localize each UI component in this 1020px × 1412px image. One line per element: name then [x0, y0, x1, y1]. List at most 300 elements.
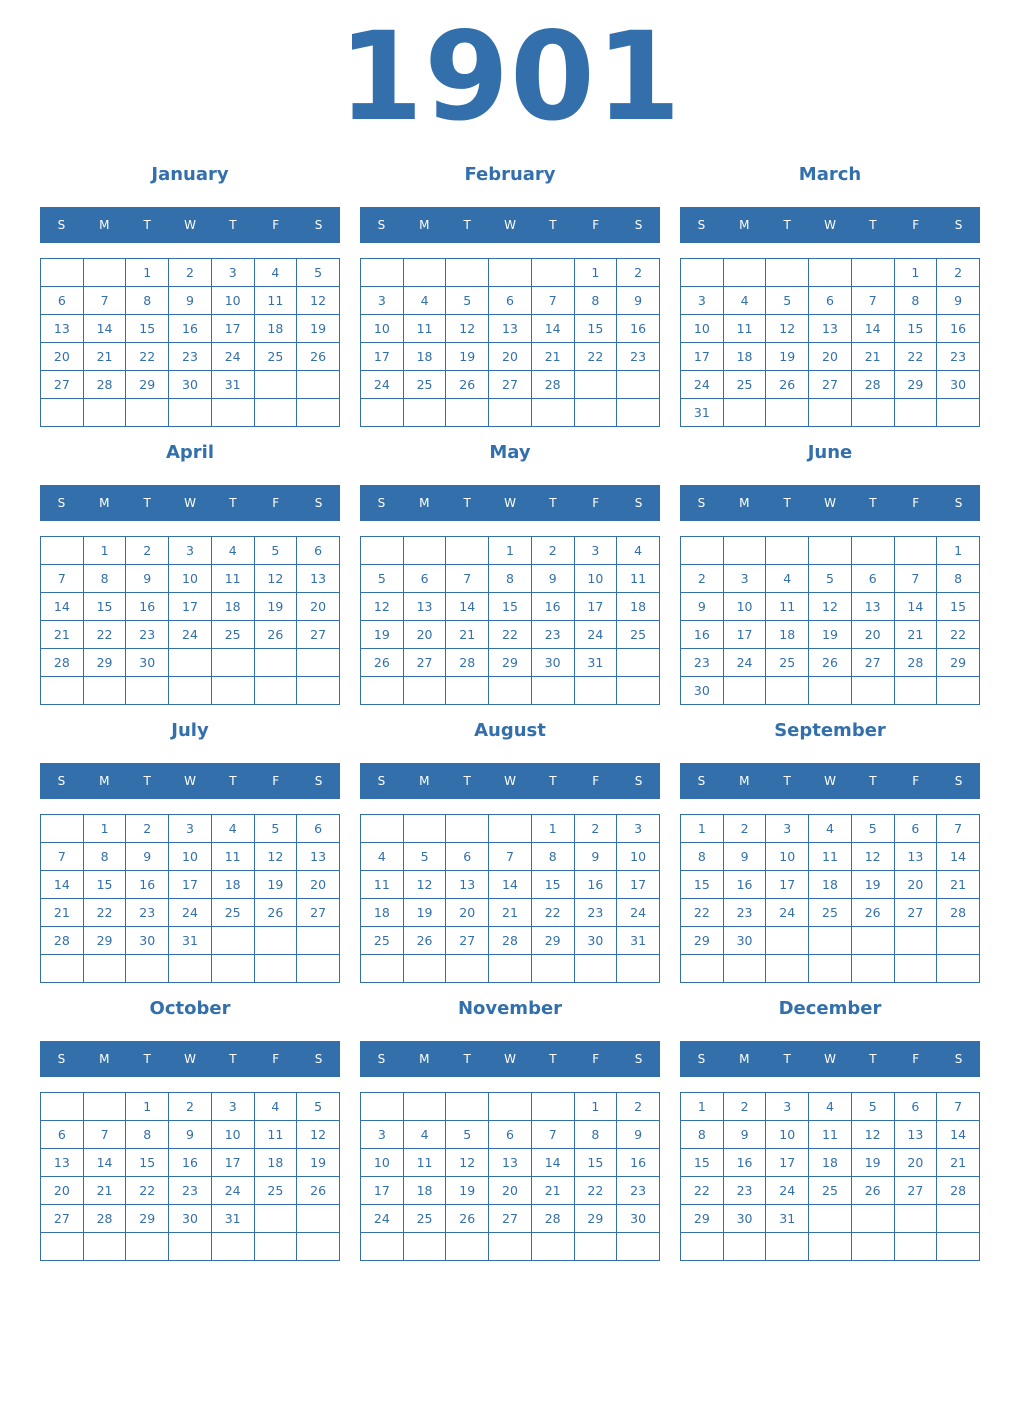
days-table	[40, 814, 340, 983]
weekday-label: S	[314, 774, 323, 788]
day-cell: 22	[489, 621, 532, 649]
day-cell: 3	[766, 815, 809, 843]
day-cell: 7	[937, 815, 980, 843]
day-cell: 4	[809, 815, 852, 843]
day-cell: 21	[851, 343, 894, 371]
week-row	[41, 871, 340, 899]
day-cell	[937, 1233, 980, 1261]
day-cell	[211, 399, 254, 427]
day-cell: 30	[126, 649, 169, 677]
day-cell	[403, 537, 446, 565]
day-cell: 11	[766, 593, 809, 621]
day-cell: 6	[894, 1093, 937, 1121]
week-row	[361, 1233, 660, 1261]
day-cell	[169, 649, 212, 677]
day-cell: 10	[681, 315, 724, 343]
week-row	[41, 621, 340, 649]
weekday-label: F	[592, 496, 600, 510]
day-cell: 12	[297, 1121, 340, 1149]
weekday-label: M	[99, 1052, 110, 1066]
day-cell: 5	[254, 537, 297, 565]
day-cell: 22	[894, 343, 937, 371]
day-cell: 25	[254, 1177, 297, 1205]
day-cell	[83, 677, 126, 705]
day-cell	[489, 399, 532, 427]
day-cell	[83, 1233, 126, 1261]
day-cell: 20	[41, 1177, 84, 1205]
weekday-label: T	[549, 218, 557, 232]
day-cell	[169, 399, 212, 427]
week-row	[681, 899, 980, 927]
day-cell: 17	[361, 1177, 404, 1205]
week-row	[681, 1121, 980, 1149]
day-cell: 10	[361, 315, 404, 343]
day-cell: 14	[489, 871, 532, 899]
day-cell: 8	[489, 565, 532, 593]
day-cell	[446, 955, 489, 983]
day-cell: 1	[489, 537, 532, 565]
weekday-header	[680, 485, 980, 521]
day-cell	[41, 815, 84, 843]
day-cell: 21	[531, 343, 574, 371]
day-cell: 19	[297, 315, 340, 343]
day-cell: 23	[531, 621, 574, 649]
weekday-label: T	[143, 774, 151, 788]
day-cell	[126, 1233, 169, 1261]
day-cell	[41, 1233, 84, 1261]
day-cell	[617, 371, 660, 399]
days-table	[680, 536, 980, 705]
week-row	[681, 1093, 980, 1121]
day-cell: 2	[531, 537, 574, 565]
weekday-label: M	[739, 774, 750, 788]
day-cell: 4	[766, 565, 809, 593]
day-cell: 17	[617, 871, 660, 899]
day-cell: 11	[403, 1149, 446, 1177]
day-cell: 14	[937, 1121, 980, 1149]
weekday-label: W	[184, 1052, 196, 1066]
day-cell: 19	[446, 1177, 489, 1205]
weekday-label: W	[504, 496, 516, 510]
day-cell: 27	[446, 927, 489, 955]
weekday-label: T	[549, 496, 557, 510]
week-row	[681, 955, 980, 983]
week-row	[41, 287, 340, 315]
day-cell	[489, 815, 532, 843]
day-cell: 22	[126, 343, 169, 371]
weekday-label: S	[697, 218, 706, 232]
days-table	[680, 258, 980, 427]
day-cell: 22	[574, 1177, 617, 1205]
day-cell: 17	[766, 1149, 809, 1177]
weekday-label: S	[314, 218, 323, 232]
day-cell: 21	[41, 899, 84, 927]
month-name: March	[798, 164, 862, 185]
day-cell	[489, 677, 532, 705]
day-cell	[361, 677, 404, 705]
day-cell: 20	[41, 343, 84, 371]
day-cell: 25	[617, 621, 660, 649]
day-cell	[83, 955, 126, 983]
month-july	[40, 714, 340, 948]
day-cell: 26	[297, 343, 340, 371]
day-cell	[254, 1233, 297, 1261]
day-cell: 20	[489, 343, 532, 371]
day-cell	[169, 955, 212, 983]
day-cell: 8	[126, 1121, 169, 1149]
day-cell	[361, 815, 404, 843]
day-cell: 25	[361, 927, 404, 955]
day-cell: 26	[851, 899, 894, 927]
day-cell: 8	[574, 287, 617, 315]
day-cell: 10	[723, 593, 766, 621]
day-cell: 17	[169, 871, 212, 899]
day-cell	[809, 677, 852, 705]
day-cell: 21	[446, 621, 489, 649]
weekday-header	[40, 1041, 340, 1077]
day-cell	[254, 1205, 297, 1233]
day-cell: 15	[531, 871, 574, 899]
weekday-label: T	[869, 496, 877, 510]
day-cell	[446, 259, 489, 287]
day-cell: 1	[531, 815, 574, 843]
day-cell	[403, 955, 446, 983]
day-cell: 5	[361, 565, 404, 593]
day-cell: 13	[41, 1149, 84, 1177]
day-cell: 3	[574, 537, 617, 565]
week-row	[681, 927, 980, 955]
day-cell: 26	[254, 899, 297, 927]
day-cell: 31	[681, 399, 724, 427]
day-cell: 14	[446, 593, 489, 621]
day-cell: 28	[83, 1205, 126, 1233]
day-cell: 3	[169, 537, 212, 565]
day-cell	[574, 399, 617, 427]
weekday-label: T	[783, 496, 791, 510]
day-cell: 17	[211, 1149, 254, 1177]
week-row	[361, 927, 660, 955]
day-cell: 19	[297, 1149, 340, 1177]
day-cell	[169, 1233, 212, 1261]
day-cell: 9	[574, 843, 617, 871]
month-april	[40, 436, 340, 670]
day-cell: 20	[297, 593, 340, 621]
day-cell	[403, 677, 446, 705]
day-cell: 9	[681, 593, 724, 621]
week-row	[681, 537, 980, 565]
day-cell	[403, 399, 446, 427]
weekday-label: S	[954, 218, 963, 232]
day-cell: 21	[894, 621, 937, 649]
day-cell: 28	[894, 649, 937, 677]
day-cell: 21	[531, 1177, 574, 1205]
week-row	[681, 1205, 980, 1233]
day-cell: 12	[361, 593, 404, 621]
day-cell	[809, 1205, 852, 1233]
week-row	[681, 287, 980, 315]
day-cell: 15	[83, 871, 126, 899]
days-table	[360, 814, 660, 983]
day-cell: 7	[937, 1093, 980, 1121]
day-cell: 9	[617, 1121, 660, 1149]
month-name: February	[464, 164, 556, 185]
day-cell: 6	[489, 1121, 532, 1149]
day-cell: 12	[297, 287, 340, 315]
day-cell: 18	[617, 593, 660, 621]
day-cell	[403, 1093, 446, 1121]
day-cell	[766, 537, 809, 565]
week-row	[361, 1093, 660, 1121]
day-cell: 24	[169, 621, 212, 649]
day-cell	[723, 537, 766, 565]
day-cell: 28	[531, 1205, 574, 1233]
month-december	[680, 992, 980, 1226]
day-cell: 15	[83, 593, 126, 621]
weekday-label: S	[57, 496, 66, 510]
days-table	[680, 814, 980, 983]
weekday-label: T	[229, 218, 237, 232]
day-cell: 20	[894, 871, 937, 899]
weekday-label: T	[783, 1052, 791, 1066]
week-row	[681, 371, 980, 399]
day-cell: 23	[723, 1177, 766, 1205]
day-cell: 26	[297, 1177, 340, 1205]
month-january	[40, 158, 340, 392]
week-row	[361, 649, 660, 677]
day-cell: 9	[617, 287, 660, 315]
day-cell: 16	[126, 593, 169, 621]
day-cell: 1	[83, 815, 126, 843]
week-row	[681, 1177, 980, 1205]
day-cell: 4	[211, 537, 254, 565]
week-row	[41, 815, 340, 843]
day-cell: 15	[681, 1149, 724, 1177]
day-cell: 15	[126, 1149, 169, 1177]
day-cell: 24	[574, 621, 617, 649]
day-cell: 6	[809, 287, 852, 315]
day-cell	[126, 677, 169, 705]
day-cell	[41, 955, 84, 983]
day-cell	[937, 677, 980, 705]
day-cell: 28	[937, 1177, 980, 1205]
day-cell: 15	[126, 315, 169, 343]
day-cell: 18	[723, 343, 766, 371]
week-row	[41, 1093, 340, 1121]
weekday-header	[680, 763, 980, 799]
month-name: June	[807, 442, 853, 463]
day-cell: 23	[169, 1177, 212, 1205]
day-cell: 29	[937, 649, 980, 677]
day-cell	[446, 399, 489, 427]
month-name: July	[171, 720, 209, 741]
day-cell: 17	[169, 593, 212, 621]
day-cell	[723, 677, 766, 705]
weekday-label: W	[824, 496, 836, 510]
day-cell: 27	[489, 1205, 532, 1233]
day-cell	[297, 371, 340, 399]
day-cell: 11	[617, 565, 660, 593]
day-cell	[766, 399, 809, 427]
weekday-label: F	[912, 496, 920, 510]
day-cell: 16	[574, 871, 617, 899]
day-cell: 18	[254, 1149, 297, 1177]
day-cell: 6	[489, 287, 532, 315]
week-row	[681, 343, 980, 371]
day-cell: 3	[169, 815, 212, 843]
day-cell: 12	[766, 315, 809, 343]
day-cell	[531, 259, 574, 287]
week-row	[361, 315, 660, 343]
day-cell	[766, 1233, 809, 1261]
day-cell: 14	[41, 871, 84, 899]
month-name: December	[778, 998, 882, 1019]
day-cell: 29	[126, 371, 169, 399]
day-cell: 28	[41, 927, 84, 955]
day-cell: 18	[403, 1177, 446, 1205]
day-cell: 20	[403, 621, 446, 649]
week-row	[361, 343, 660, 371]
day-cell: 21	[41, 621, 84, 649]
day-cell: 4	[403, 287, 446, 315]
day-cell	[254, 927, 297, 955]
day-cell: 26	[254, 621, 297, 649]
day-cell: 20	[894, 1149, 937, 1177]
day-cell: 21	[489, 899, 532, 927]
weekday-label: T	[463, 1052, 471, 1066]
month-november	[360, 992, 660, 1226]
day-cell: 27	[489, 371, 532, 399]
weekday-label: T	[463, 218, 471, 232]
day-cell	[211, 677, 254, 705]
day-cell: 18	[211, 593, 254, 621]
weekday-label: S	[954, 496, 963, 510]
day-cell: 2	[681, 565, 724, 593]
week-row	[361, 1149, 660, 1177]
day-cell	[83, 259, 126, 287]
week-row	[361, 1177, 660, 1205]
day-cell	[766, 955, 809, 983]
day-cell: 26	[361, 649, 404, 677]
day-cell: 11	[211, 565, 254, 593]
day-cell: 9	[723, 1121, 766, 1149]
day-cell: 24	[766, 899, 809, 927]
day-cell: 16	[169, 315, 212, 343]
day-cell: 7	[531, 287, 574, 315]
day-cell: 26	[446, 1205, 489, 1233]
week-row	[361, 621, 660, 649]
day-cell	[41, 259, 84, 287]
day-cell: 8	[894, 287, 937, 315]
day-cell	[254, 955, 297, 983]
day-cell: 4	[254, 1093, 297, 1121]
day-cell: 30	[126, 927, 169, 955]
day-cell: 9	[126, 843, 169, 871]
day-cell: 27	[297, 899, 340, 927]
weekday-label: F	[592, 1052, 600, 1066]
weekday-label: S	[697, 1052, 706, 1066]
day-cell: 17	[766, 871, 809, 899]
week-row	[41, 399, 340, 427]
weekday-label: W	[824, 774, 836, 788]
day-cell: 24	[211, 1177, 254, 1205]
day-cell	[617, 955, 660, 983]
weekday-label: T	[143, 218, 151, 232]
weekday-header	[40, 763, 340, 799]
day-cell: 4	[723, 287, 766, 315]
day-cell: 23	[723, 899, 766, 927]
day-cell: 1	[574, 1093, 617, 1121]
day-cell: 3	[361, 1121, 404, 1149]
day-cell	[851, 1233, 894, 1261]
day-cell	[681, 259, 724, 287]
day-cell	[617, 399, 660, 427]
day-cell: 12	[446, 1149, 489, 1177]
day-cell: 31	[574, 649, 617, 677]
week-row	[361, 565, 660, 593]
day-cell: 21	[83, 1177, 126, 1205]
day-cell: 11	[211, 843, 254, 871]
week-row	[41, 677, 340, 705]
day-cell	[531, 399, 574, 427]
day-cell: 24	[766, 1177, 809, 1205]
day-cell: 15	[574, 1149, 617, 1177]
day-cell: 7	[83, 1121, 126, 1149]
day-cell	[446, 677, 489, 705]
day-cell: 13	[489, 1149, 532, 1177]
day-cell	[211, 927, 254, 955]
weekday-label: F	[272, 496, 280, 510]
day-cell	[361, 399, 404, 427]
day-cell	[361, 537, 404, 565]
day-cell: 3	[211, 1093, 254, 1121]
day-cell	[617, 677, 660, 705]
weekday-label: M	[419, 774, 430, 788]
weekday-label: M	[99, 774, 110, 788]
weekday-label: M	[99, 218, 110, 232]
day-cell	[297, 927, 340, 955]
day-cell: 16	[937, 315, 980, 343]
day-cell: 14	[531, 1149, 574, 1177]
day-cell: 29	[681, 1205, 724, 1233]
day-cell	[169, 677, 212, 705]
week-row	[361, 371, 660, 399]
day-cell	[361, 1233, 404, 1261]
week-row	[41, 315, 340, 343]
day-cell: 30	[169, 1205, 212, 1233]
day-cell: 16	[681, 621, 724, 649]
week-row	[361, 871, 660, 899]
day-cell: 6	[41, 287, 84, 315]
weekday-label: T	[869, 218, 877, 232]
day-cell: 31	[766, 1205, 809, 1233]
day-cell: 4	[617, 537, 660, 565]
day-cell: 1	[681, 815, 724, 843]
day-cell: 27	[894, 899, 937, 927]
day-cell	[894, 927, 937, 955]
day-cell: 12	[809, 593, 852, 621]
day-cell: 22	[83, 899, 126, 927]
day-cell: 21	[83, 343, 126, 371]
day-cell: 13	[809, 315, 852, 343]
day-cell: 1	[574, 259, 617, 287]
day-cell: 9	[531, 565, 574, 593]
day-cell: 7	[83, 287, 126, 315]
day-cell	[41, 399, 84, 427]
day-cell: 12	[446, 315, 489, 343]
day-cell: 13	[297, 843, 340, 871]
day-cell: 26	[851, 1177, 894, 1205]
day-cell	[723, 1233, 766, 1261]
